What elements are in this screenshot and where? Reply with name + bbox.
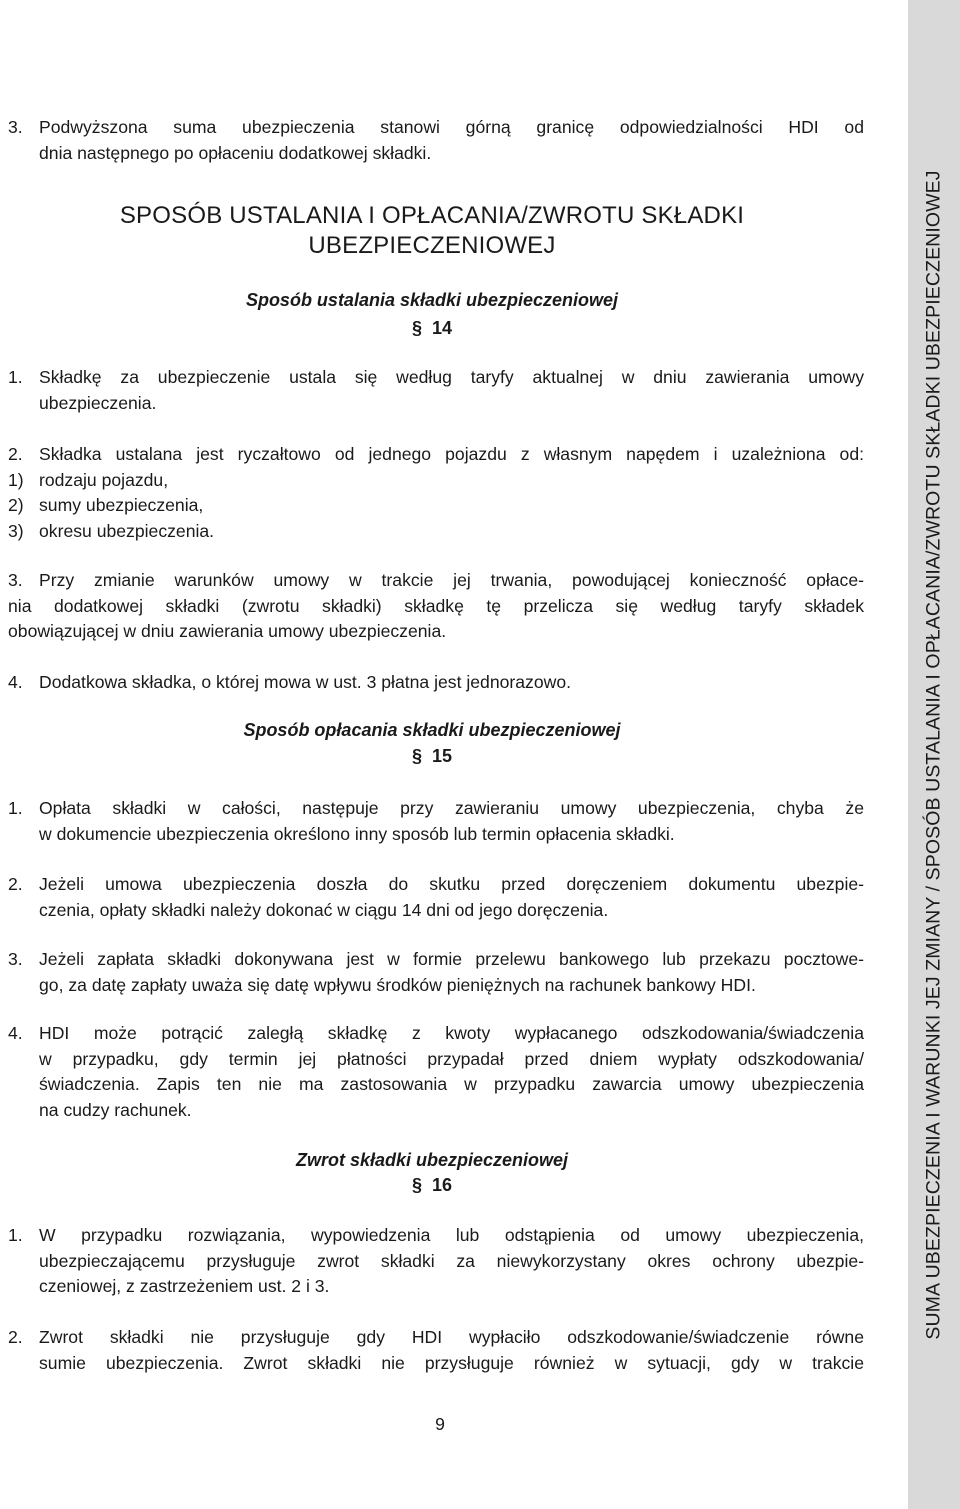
section-14-heading: Sposób ustalania składki ubezpieczeniowej [245,290,619,310]
paragraph-line: czeniowej, z zastrzeżeniem ust. 2 i 3. [39,1276,330,1297]
sec14-item-3 [8,568,864,645]
sub-item-number: 1) [8,469,24,490]
paragraph-line: obowiązującej w dniu zawierania umowy ubezpieczenia. [8,621,447,642]
paragraph-line: W przypadku rozwiązania, wypowiedzenia lub odstąpienia od umowy ubezpieczenia, [39,1225,864,1245]
section-number: 15 [431,746,453,766]
main-title [0,201,864,261]
paragraph-line: na cudzy rachunek. [39,1099,192,1120]
sub-item [8,468,864,494]
page-number: 9 [435,1414,445,1434]
paragraph-line: ubezpieczającemu przysługuje zwrot składki za niewykorzystany okres ochrony ubezpie- [39,1250,864,1271]
paragraph-3-top [8,115,864,166]
item-number: 1. [8,798,23,818]
sec14-item-2 [8,442,864,544]
paragraph-line: dnia następnego po opłaceniu dodatkowej składki. [39,142,432,163]
sec16-item-1 [8,1223,864,1300]
main-title-line-2: UBEZPIECZENIOWEJ [308,232,556,259]
item-number: 1. [8,1225,23,1245]
sub-item-number: 3) [8,520,24,541]
paragraph-line: ubezpieczenia. [39,392,157,413]
sec15-item-3 [8,947,864,998]
side-tab [908,0,960,1509]
sub-item [8,519,864,545]
sub-item-number: 2) [8,495,24,516]
paragraph-line: Zwrot składki nie przysługuje gdy HDI wypłaciło odszkodowanie/świadczenie równe [39,1327,864,1347]
sec16-item-2 [8,1325,864,1376]
sec14-item-4 [8,670,864,696]
paragraph-line: HDI może potrącić zaległą składkę z kwoty wypłacanego odszkodowania/świadczenia [39,1023,864,1043]
section-symbol: § [411,746,422,766]
sec15-item-1 [8,796,864,847]
paragraph-line: nia dodatkowej składki (zwrotu składki) składkę tę przelicza się według taryfy składek [8,595,864,616]
paragraph-line: Opłata składki w całości, następuje przy zawieraniu umowy ubezpieczenia, chyba że [39,798,864,818]
sub-item-text: rodzaju pojazdu, [39,469,169,490]
paragraph-line: Dodatkowa składka, o której mowa w ust. 3 płatna jest jednorazowo. [39,672,571,692]
item-number: 3. [8,949,23,969]
section-number: 16 [431,1175,453,1195]
section-symbol: § [411,1175,422,1195]
item-number: 2. [8,1327,23,1347]
item-number: 3. [8,570,23,590]
item-number: 2. [8,874,23,894]
section-symbol: § [411,318,422,338]
item-number: 4. [8,672,23,692]
side-tab-label: SUMA UBEZPIECZENIA I WARUNKI JEJ ZMIANY / SPOSÓB USTALANIA I OPŁACANIA/ZWROTU SKŁADKI UBEZPIECZENIOWEJ [922,169,945,1340]
sub-item [8,493,864,519]
item-number: 2. [8,444,23,464]
paragraph-line: Jeżeli umowa ubezpieczenia doszła do skutku przed doręczeniem dokumentu ubezpie- [39,874,864,894]
main-title-line-1: SPOSÓB USTALANIA I OPŁACANIA/ZWROTU SKŁADKI [119,202,745,229]
paragraph-line: Jeżeli zapłata składki dokonywana jest w formie przelewu bankowego lub przekazu pocztowe- [39,949,864,969]
section-number: 14 [431,318,453,338]
sec14-item-1 [8,365,864,416]
paragraph-line: Podwyższona suma ubezpieczenia stanowi górną granicę odpowiedzialności HDI od [39,117,864,137]
item-number: 4. [8,1023,23,1043]
paragraph-line: w dokumencie ubezpieczenia określono inny sposób lub termin opłacenia składki. [39,823,675,844]
sec15-item-4 [8,1021,864,1123]
paragraph-line: sumie ubezpieczenia. Zwrot składki nie przysługuje również w sytuacji, gdy w trakcie [39,1352,864,1373]
paragraph-line: Przy zmianie warunków umowy w trakcie jej trwania, powodującej konieczność opłace- [39,570,864,590]
paragraph-line: w przypadku, gdy termin jej płatności przypadał przed dniem wypłaty odszkodowania/ [39,1048,864,1069]
paragraph-line: Składka ustalana jest ryczałtowo od jednego pojazdu z własnym napędem i uzależniona od: [39,444,864,464]
item-number: 3. [8,117,23,137]
paragraph-line: go, za datę zapłaty uważa się datę wpływu środków pieniężnych na rachunek bankowy HDI. [39,974,756,995]
section-15-heading: Sposób opłacania składki ubezpieczeniowej [243,720,621,740]
sub-item-text: sumy ubezpieczenia, [39,495,204,516]
section-16-number [0,1175,864,1196]
paragraph-line: czenia, opłaty składki należy dokonać w ciągu 14 dni od jego doręczenia. [39,899,609,920]
paragraph-line: świadczenia. Zapis ten nie ma zastosowania w przypadku zawarcia umowy ubezpieczenia [39,1074,864,1095]
section-15-number [0,746,864,767]
item-number: 1. [8,367,23,387]
sub-item-text: okresu ubezpieczenia. [39,520,215,541]
paragraph-line: Składkę za ubezpieczenie ustala się według taryfy aktualnej w dniu zawierania umowy [39,367,864,387]
sec15-item-2 [8,872,864,923]
section-14-number [0,318,864,339]
section-16-heading: Zwrot składki ubezpieczeniowej [295,1150,569,1170]
